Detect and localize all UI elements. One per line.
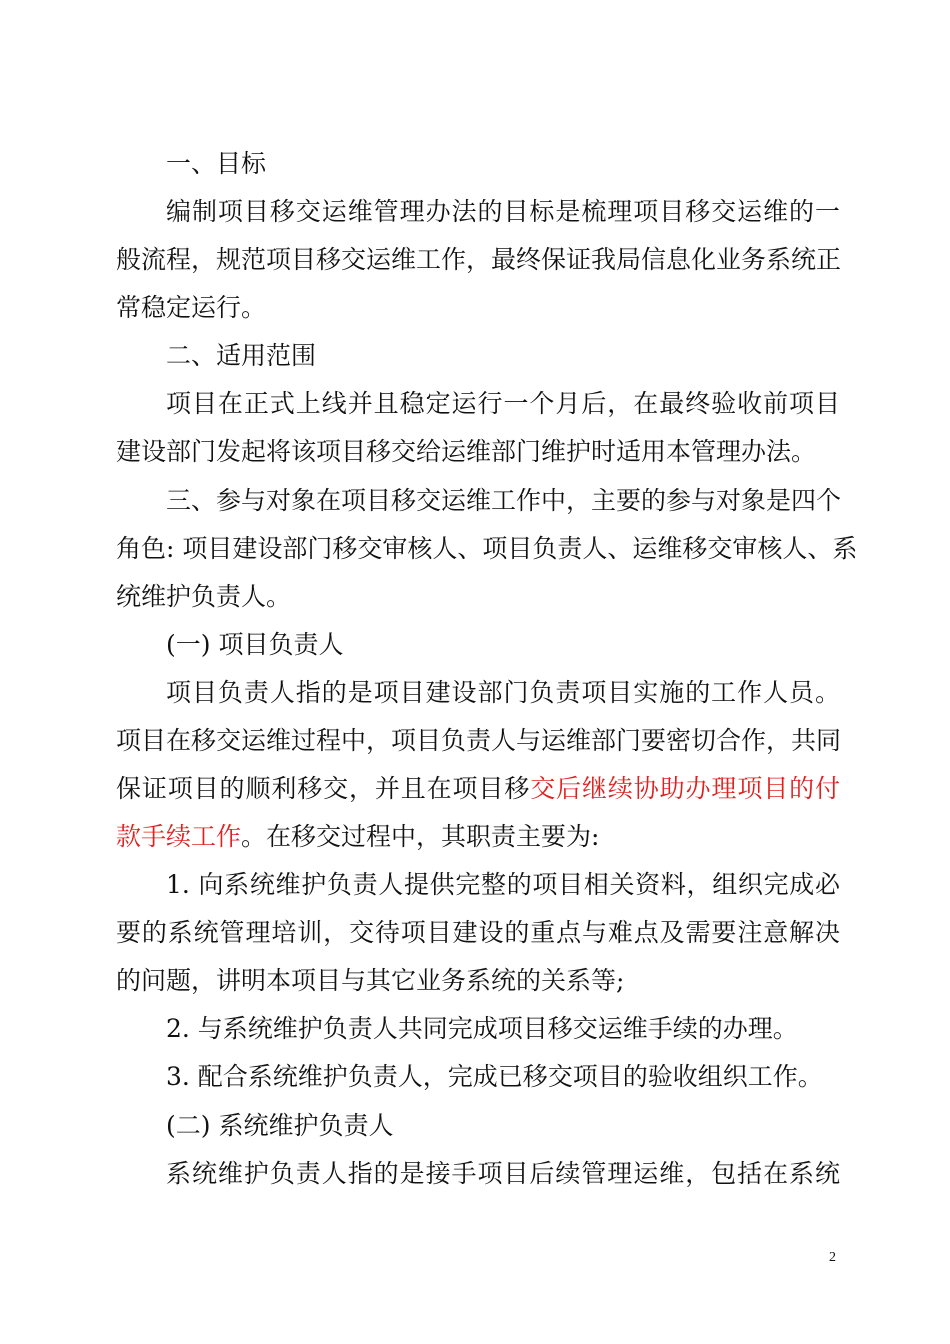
paragraph-line: 系统维护负责人指的是接手项目后续管理运维，包括在系统 <box>166 1159 840 1188</box>
subsection-heading-system-maintainer: (二) 系统维护负责人 <box>166 1111 394 1140</box>
paragraph-line: 建设部门发起将该项目移交给运维部门维护时适用本管理办法。 <box>116 437 817 466</box>
list-item-1-continued: 的问题，讲明本项目与其它业务系统的关系等; <box>116 966 625 995</box>
paragraph-line: 角色: 项目建设部门移交审核人、项目负责人、运维移交审核人、系 <box>116 534 858 563</box>
paragraph-line: 统维护负责人。 <box>116 582 292 611</box>
section-heading-participants: 三、参与对象在项目移交运维工作中，主要的参与对象是四个 <box>166 486 842 515</box>
list-item-1: 1. 向系统维护负责人提供完整的项目相关资料，组织完成必 <box>166 870 840 899</box>
black-text: 保证项目的顺利移交，并且在项目移 <box>116 774 531 803</box>
list-item-1-continued: 要的系统管理培训，交待项目建设的重点与难点及需要注意解决 <box>116 918 840 947</box>
section-heading-goal: 一、目标 <box>166 149 267 178</box>
red-highlight-text: 交后继续协助办理项目的付 <box>530 774 840 803</box>
paragraph-line: 般流程，规范项目移交运维工作，最终保证我局信息化业务系统正 <box>116 245 842 274</box>
black-text: 。在移交过程中，其职责主要为: <box>241 822 600 851</box>
paragraph-line: 项目在正式上线并且稳定运行一个月后，在最终验收前项目 <box>166 389 840 418</box>
paragraph-line: 常稳定运行。 <box>116 293 267 322</box>
section-heading-scope: 二、适用范围 <box>166 341 317 370</box>
paragraph-line-mixed <box>116 813 950 861</box>
page-number: 2 <box>829 1250 836 1265</box>
red-highlight-text: 款手续工作 <box>116 822 242 851</box>
list-item-2: 2. 与系统维护负责人共同完成项目移交运维手续的办理。 <box>166 1014 798 1043</box>
list-item-3: 3. 配合系统维护负责人，完成已移交项目的验收组织工作。 <box>166 1062 823 1091</box>
paragraph-line-mixed <box>116 765 840 813</box>
paragraph-line: 编制项目移交运维管理办法的目标是梳理项目移交运维的一 <box>166 197 840 226</box>
paragraph-line: 项目在移交运维过程中，项目负责人与运维部门要密切合作，共同 <box>116 726 842 755</box>
paragraph-line: 项目负责人指的是项目建设部门负责项目实施的工作人员。 <box>166 678 840 707</box>
subsection-heading-project-lead: (一) 项目负责人 <box>166 630 344 659</box>
